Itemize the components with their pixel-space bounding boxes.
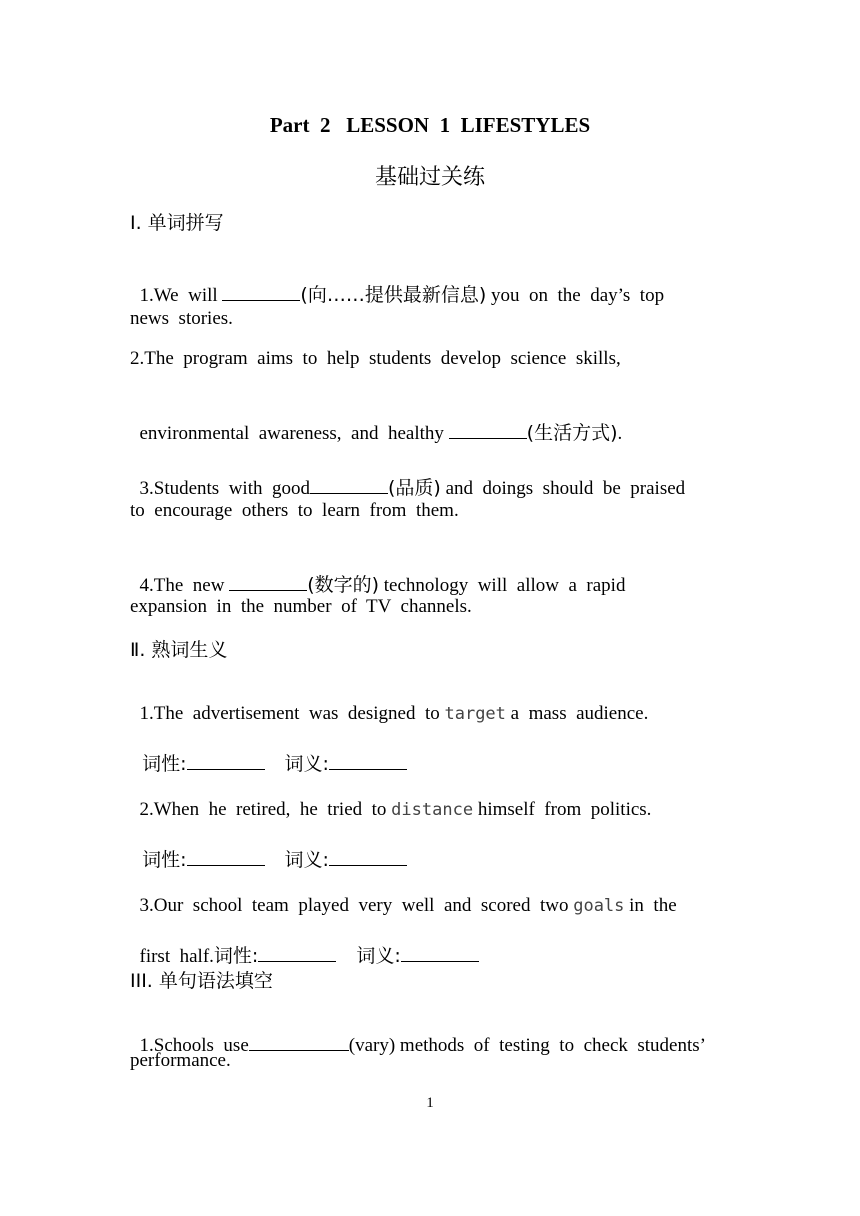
meaning-label: 词义: bbox=[284, 753, 329, 775]
document-title: Part 2 LESSON 1 LIFESTYLES bbox=[269, 113, 591, 137]
hint: (生活方式) bbox=[526, 422, 618, 444]
answer-blank[interactable] bbox=[449, 420, 527, 439]
document-subtitle: 基础过关练 bbox=[374, 165, 485, 190]
text: first half. bbox=[139, 946, 214, 967]
question-1-2-line1: 2.The program aims to help students develop science skills, bbox=[130, 348, 621, 369]
answer-blank[interactable] bbox=[310, 475, 388, 494]
hint: (数字的) bbox=[307, 574, 380, 596]
question-1-2-line2 bbox=[130, 396, 622, 446]
text: 3.Students with good bbox=[139, 478, 310, 499]
pos-label: 词性: bbox=[142, 753, 187, 775]
target-word: goals bbox=[573, 896, 625, 916]
meaning-label: 词义: bbox=[284, 849, 329, 871]
pos-blank[interactable] bbox=[187, 751, 265, 770]
text: and doings should be praised bbox=[440, 478, 686, 499]
question-2-3-line1 bbox=[130, 870, 677, 918]
question-2-3-line2 bbox=[130, 919, 479, 969]
question-1-4-line2: expansion in the number of TV channels. bbox=[130, 596, 472, 617]
text: methods of testing to check students’ bbox=[395, 1035, 706, 1056]
text: a mass audience. bbox=[505, 703, 649, 724]
hint: (vary) bbox=[348, 1035, 396, 1056]
answer-row-2-2 bbox=[130, 823, 407, 872]
text: 3.Our school team played very well and scored two bbox=[139, 895, 574, 916]
text: in the bbox=[624, 895, 677, 916]
question-1-4-line1 bbox=[130, 548, 625, 598]
section-3-heading: III. 单句语法填空 bbox=[130, 970, 273, 992]
question-2-2 bbox=[130, 774, 651, 822]
text: himself from politics. bbox=[473, 799, 652, 820]
hint: (向……提供最新信息) bbox=[300, 284, 487, 306]
text: 4.The new bbox=[139, 575, 230, 596]
text: 1.The advertisement was designed to bbox=[139, 703, 445, 724]
page-number: 1 bbox=[426, 1095, 434, 1111]
text: . bbox=[617, 423, 623, 444]
text: environmental awareness, and healthy bbox=[139, 423, 449, 444]
section-2-heading: Ⅱ. 熟词生义 bbox=[130, 639, 228, 661]
text: 2.When he retired, he tried to bbox=[139, 799, 392, 820]
answer-blank[interactable] bbox=[249, 1032, 349, 1051]
text: technology will allow a rapid bbox=[379, 575, 626, 596]
target-word: distance bbox=[391, 800, 474, 820]
target-word: target bbox=[444, 704, 506, 724]
question-3-1-line2: performance. bbox=[130, 1050, 231, 1071]
section-1-heading: Ⅰ. 单词拼写 bbox=[130, 212, 224, 234]
answer-blank[interactable] bbox=[222, 282, 300, 301]
hint: (品质) bbox=[387, 477, 441, 499]
question-1-1-line2: news stories. bbox=[130, 308, 233, 329]
question-1-1-line1 bbox=[130, 258, 664, 308]
meaning-blank[interactable] bbox=[329, 751, 407, 770]
pos-blank[interactable] bbox=[187, 847, 265, 866]
meaning-blank[interactable] bbox=[329, 847, 407, 866]
pos-label: 词性: bbox=[213, 945, 259, 967]
answer-row-2-1 bbox=[130, 727, 407, 776]
pos-label: 词性: bbox=[142, 849, 187, 871]
text: 1.We will bbox=[139, 285, 223, 306]
meaning-blank[interactable] bbox=[401, 943, 479, 962]
answer-blank[interactable] bbox=[229, 572, 307, 591]
question-1-3-line1 bbox=[130, 451, 685, 501]
question-2-1 bbox=[130, 678, 648, 726]
text: you on the day’s top bbox=[486, 285, 665, 306]
text: 1.Schools use bbox=[139, 1035, 249, 1056]
pos-blank[interactable] bbox=[258, 943, 336, 962]
question-1-3-line2: to encourage others to learn from them. bbox=[130, 500, 459, 521]
meaning-label: 词义: bbox=[356, 945, 401, 967]
